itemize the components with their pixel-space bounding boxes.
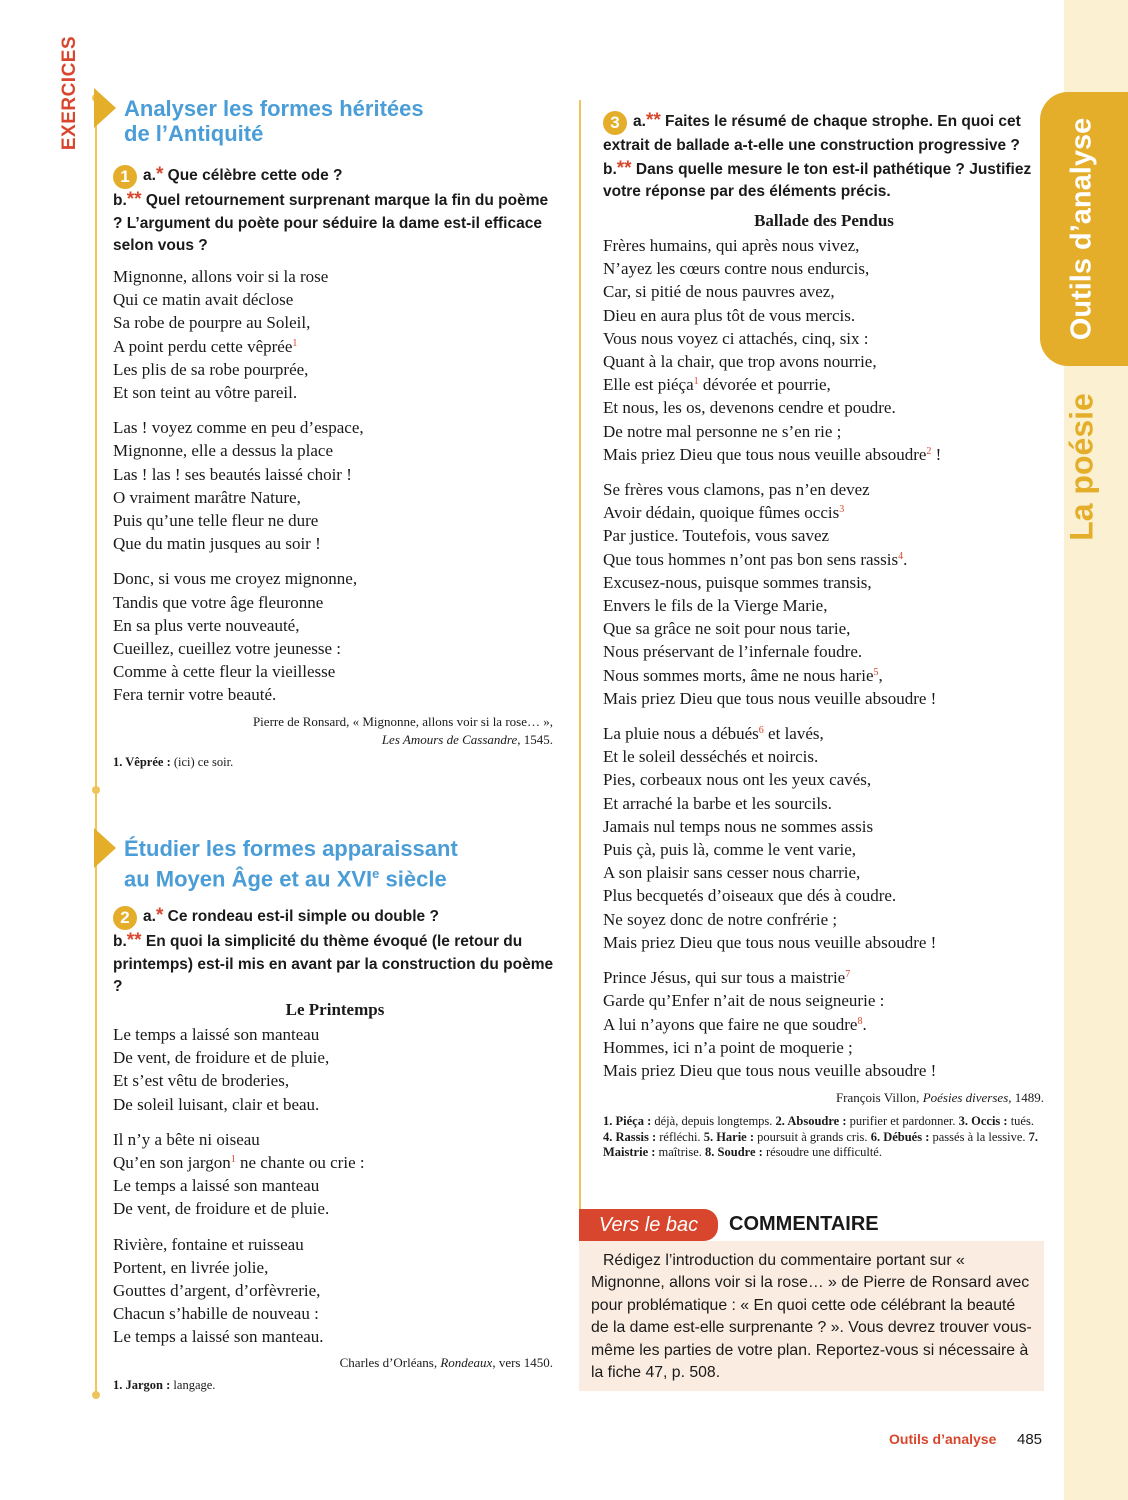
verse: Puis çà, puis là, comme le vent varie, (603, 840, 857, 860)
verse: Frères humains, qui après nous vivez, (603, 236, 860, 255)
verse-text: . (862, 1014, 867, 1034)
footnote-definition: purifier et pardonner. (846, 1114, 959, 1128)
footnote-term: 4. Rassis : (603, 1129, 657, 1144)
section-title-line: de l’Antiquité (124, 121, 264, 146)
poem-ballade-des-pendus (603, 234, 941, 1082)
stanza (603, 722, 941, 954)
source-text: Pierre de Ronsard, « Mignonne, allons voir si la rose… », (252, 714, 553, 729)
verse: Pies, corbeaux nous ont les yeux cavés, (603, 770, 872, 790)
section-title-moyen-age (124, 836, 458, 891)
stanza (603, 234, 941, 466)
stanza (603, 478, 941, 710)
verse: Et son teint au vôtre pareil. (113, 383, 298, 403)
verse: Il n’y a bête ni oiseau (113, 1129, 260, 1149)
verse: Ne soyez donc de notre confrérie ; (603, 909, 838, 929)
footer-section-label: Outils d’analyse (889, 1431, 997, 1447)
footnote-definition: langage. (170, 1378, 216, 1392)
question-text: Dans quelle mesure le ton est-il pathétique ? Justifiez votre réponse par des éléments précis. (603, 160, 1032, 200)
verse: O vraiment marâtre Nature, (113, 487, 301, 507)
footnotes (113, 755, 233, 771)
footnote-term: 1. Jargon : (113, 1378, 171, 1392)
footnote-term: 1. Piéça : (603, 1114, 652, 1128)
source-year: , 1489. (1008, 1090, 1044, 1105)
verse: Las ! las ! ses beautés laissé choir ! (113, 464, 352, 484)
verse: Que sa grâce ne soit pour nous tarie, (603, 619, 851, 639)
exercices-label: EXERCICES (59, 35, 80, 151)
verse-text: Prince Jésus, qui sur tous a maistrie (603, 968, 846, 988)
verse: Envers le fils de la Vierge Marie, (603, 596, 828, 616)
verse: Car, si pitié de nous pauvres avez, (603, 282, 835, 302)
footnote-marker: 3 (839, 504, 845, 516)
question-text: Ce rondeau est-il simple ou double ? (163, 908, 439, 925)
verse (113, 335, 364, 358)
bac-title: COMMENTAIRE (729, 1213, 879, 1235)
footnote-definition: (ici) ce soir. (170, 755, 234, 769)
footnote-term: 2. Absoudre : (775, 1114, 847, 1128)
verse: De soleil luisant, clair et beau. (113, 1094, 320, 1114)
verse: Hommes, ici n’a point de moquerie ; (603, 1037, 853, 1057)
footnote-marker: 6 (758, 725, 764, 737)
verse: Qui ce matin avait déclose (113, 290, 294, 310)
section-title-line: au Moyen Âge et au XVI (124, 866, 373, 892)
verse: Chacun s’habille de nouveau : (113, 1304, 319, 1324)
section-title-antiquite (124, 96, 424, 146)
section-title-line: Analyser les formes héritées (124, 96, 424, 121)
footnote-definition: passés à la lessive. (929, 1129, 1029, 1144)
verse: Fera ternir votre beauté. (113, 685, 277, 705)
footnote-marker: 1 (292, 337, 298, 349)
verse: Donc, si vous me croyez mignonne, (113, 569, 358, 589)
verse: Garde qu’Enfer n’ait de nous seigneurie : (603, 991, 885, 1011)
verse: Le temps a laissé son manteau (113, 1176, 320, 1196)
verse-text: Nous sommes morts, âme ne nous harie (603, 665, 874, 685)
verse: Puis qu’une telle fleur ne dure (113, 511, 319, 531)
verse: De vent, de froidure et de pluie, (113, 1048, 330, 1068)
verse-text: dévorée et pourrie, (698, 375, 831, 395)
verse: De notre mal personne ne s’en rie ; (603, 421, 842, 441)
verse (603, 373, 941, 396)
exercise-number-badge: 3 (603, 111, 627, 135)
verse: Quant à la chair, que trop avons nourrie, (603, 352, 877, 372)
question-text: Faites le résumé de chaque strophe. En quoi cet extrait de ballade a-t-elle une construction progressive ? (603, 113, 1021, 154)
verse (603, 501, 941, 524)
verse (113, 1151, 365, 1174)
poem-source (836, 1089, 1044, 1107)
footnote-marker: 1 (230, 1154, 236, 1166)
footnotes (603, 1114, 1045, 1161)
page-number: 485 (1017, 1431, 1043, 1448)
poem-source (340, 1354, 553, 1372)
footnote-term: 7. Maistrie : (603, 1129, 1039, 1159)
footnotes (113, 1378, 215, 1394)
question-label: b. (113, 933, 127, 950)
left-divider (95, 98, 97, 1395)
question-label: a. (143, 167, 156, 184)
verse-text: , (878, 665, 883, 685)
question-text: En quoi la simplicité du thème évoqué (le retour du printemps) est-il mis en avant par la construction du poème ? (113, 933, 554, 995)
difficulty-stars: * (155, 164, 164, 185)
verse: Et nous, les os, devenons cendre et poudre. (603, 398, 896, 418)
verse: Cueillez, cueillez votre jeunesse : (113, 639, 341, 659)
verse: Tandis que votre âge fleuronne (113, 592, 324, 612)
verse-text: Avoir dédain, quoique fûmes occis (603, 503, 840, 523)
stanza (113, 567, 364, 706)
footnote-marker: 4 (898, 550, 904, 562)
footnote-marker: 7 (845, 969, 851, 981)
difficulty-stars: ** (126, 189, 142, 210)
question-text: Quel retournement surprenant marque la fin du poème ? L’argument du poète pour séduire la dame est-il efficace selon vous ? (113, 192, 549, 254)
footnote-marker: 5 (873, 666, 879, 678)
question-label: b. (603, 160, 617, 178)
verse: Mais priez Dieu que tous nous veuille absoudre ! (603, 1060, 937, 1080)
verse-text: Mais priez Dieu que tous nous veuille absoudre (603, 444, 927, 464)
verse: Las ! voyez comme en peu d’espace, (113, 418, 364, 438)
section-title-sup: e (372, 866, 380, 881)
stanza (603, 966, 941, 1082)
footnote-definition: tués. (1007, 1114, 1034, 1128)
column-divider (579, 100, 581, 1212)
source-work: Rondeaux (440, 1355, 493, 1370)
verse-text: Que tous hommes n’ont pas bon sens rassis (603, 549, 899, 569)
side-tab-outils-label: Outils d’analyse (1065, 117, 1098, 341)
footnote-term: 3. Occis : (958, 1114, 1008, 1128)
footnote-definition: résoudre une difficulté. (762, 1145, 882, 1159)
difficulty-stars: ** (645, 110, 661, 131)
verse-text: ne chante ou crie : (235, 1153, 365, 1173)
verse-text: et lavés, (763, 724, 824, 744)
verse-text: A lui n’ayons que faire ne que soudre (603, 1014, 858, 1034)
poem-title: Ballade des Pendus (754, 211, 894, 230)
bac-instructions: Rédigez l’introduction du commentaire portant sur « Mignonne, allons voir si la rose… » de Pierre de Ronsard avec pour problématique : « En quoi cette ode célébrant la beauté de la dame est-elle surprenante ? ». Vous devrez trouver vous-même les parties de votre plan. Reportez-vous si nécessaire à la fiche 47, p. 508. (591, 1252, 1032, 1382)
left-divider-dot (92, 1391, 100, 1399)
footnote-marker: 2 (926, 445, 932, 457)
verse-text: Qu’en son jargon (113, 1153, 231, 1173)
verse-text: A point perdu cette vêprée (113, 336, 293, 356)
verse (603, 1013, 941, 1036)
verse (603, 443, 941, 466)
verse: Plus becquetés d’oiseaux que dés à coudre. (603, 886, 897, 906)
difficulty-stars: * (155, 905, 164, 926)
footnote-definition: réfléchi. (656, 1129, 704, 1144)
verse-text: La pluie nous a débués (603, 724, 759, 744)
stanza (113, 1128, 365, 1221)
footnote-definition: déjà, depuis longtemps. (651, 1114, 776, 1128)
verse: Excusez-nous, puisque sommes transis, (603, 572, 872, 592)
left-divider-dot (92, 786, 100, 794)
section-marker-icon (94, 88, 116, 128)
verse: En sa plus verte nouveauté, (113, 615, 300, 635)
source-author: François Villon, (835, 1090, 923, 1105)
source-work: Les Amours de Cassandre (381, 732, 518, 747)
difficulty-stars: ** (126, 930, 142, 951)
verse: Mais priez Dieu que tous nous veuille absoudre ! (603, 688, 937, 708)
verse: Les plis de sa robe pourprée, (113, 359, 309, 379)
poem-mignonne (113, 265, 364, 707)
question-label: a. (633, 113, 646, 130)
exercise-2-questions (113, 905, 557, 999)
verse: De vent, de froidure et de pluie. (113, 1199, 330, 1219)
stanza (113, 1023, 365, 1116)
exercise-number-badge: 1 (113, 165, 137, 189)
verse: Portent, en livrée jolie, (113, 1257, 269, 1277)
verse: Le temps a laissé son manteau. (113, 1327, 324, 1347)
stanza (113, 416, 364, 555)
side-tab-poesie-label: La poésie (1063, 393, 1100, 541)
verse: Mignonne, elle a dessus la place (113, 441, 333, 461)
exercise-1-questions (113, 164, 557, 258)
verse: Nous préservant de l’infernale foudre. (603, 642, 863, 662)
verse: Rivière, fontaine et ruisseau (113, 1234, 304, 1254)
exercise-number-badge: 2 (113, 906, 137, 930)
verse: Le temps a laissé son manteau (113, 1025, 320, 1044)
verse (603, 966, 941, 989)
verse: Et s’est vêtu de broderies, (113, 1071, 290, 1091)
verse: N’ayez les cœurs contre nous endurcis, (603, 259, 870, 279)
vers-le-bac-badge: Vers le bac (579, 1209, 718, 1241)
verse: Se frères vous clamons, pas n’en devez (603, 480, 870, 500)
question-label: b. (113, 192, 127, 209)
verse: Par justice. Toutefois, vous savez (603, 526, 830, 546)
verse: A son plaisir sans cesser nous charrie, (603, 863, 861, 883)
verse: Mais priez Dieu que tous nous veuille absoudre ! (603, 932, 937, 952)
footnote-term: 1. Vêprée : (113, 755, 171, 769)
stanza (113, 1233, 365, 1349)
verse: Vous nous voyez ci attachés, cinq, six : (603, 328, 869, 348)
exercise-3-questions (603, 110, 1045, 204)
verse-text: Elle est piéça (603, 375, 694, 395)
verse (603, 664, 941, 687)
footnote-term: 6. Débués : (870, 1129, 930, 1144)
question-text: Que célèbre cette ode ? (163, 167, 343, 184)
verse: Gouttes d’argent, d’orfèvrerie, (113, 1281, 321, 1301)
section-title-line: siècle (379, 866, 447, 892)
verse: Dieu en aura plus tôt de vous mercis. (603, 305, 856, 325)
verse: Jamais nul temps nous ne sommes assis (603, 816, 874, 836)
difficulty-stars: ** (616, 157, 632, 179)
source-year: , 1545. (517, 732, 553, 747)
verse-text: . (903, 549, 908, 569)
verse: Et arraché la barbe et les sourcils. (603, 793, 832, 813)
footnote-term: 5. Harie : (703, 1129, 755, 1144)
footnote-definition: poursuit à grands cris. (754, 1129, 871, 1144)
poem-source (253, 713, 553, 749)
verse: Mignonne, allons voir si la rose (113, 267, 329, 286)
verse (603, 548, 941, 571)
verse: Sa robe de pourpre au Soleil, (113, 313, 311, 333)
footnote-term: 8. Soudre : (705, 1145, 763, 1159)
section-marker-icon (94, 828, 116, 868)
verse (603, 722, 941, 745)
source-year: , vers 1450. (492, 1355, 553, 1370)
footnote-definition: maîtrise. (655, 1145, 706, 1159)
verse: Comme à cette fleur la vieillesse (113, 662, 336, 682)
verse-text: ! (931, 444, 942, 464)
footnote-marker: 8 (857, 1015, 863, 1027)
source-work: Poésies diverses (922, 1090, 1009, 1105)
poem-title: Le Printemps (285, 1000, 385, 1019)
footnote-marker: 1 (693, 376, 699, 388)
question-label: a. (143, 908, 156, 925)
poem-printemps (113, 1023, 365, 1349)
verse: Que du matin jusques au soir ! (113, 534, 321, 554)
stanza (113, 265, 364, 404)
source-author: Charles d’Orléans, (339, 1355, 441, 1370)
verse: Et le soleil desséchés et noircis. (603, 747, 819, 767)
section-title-line: Étudier les formes apparaissant (124, 836, 458, 861)
